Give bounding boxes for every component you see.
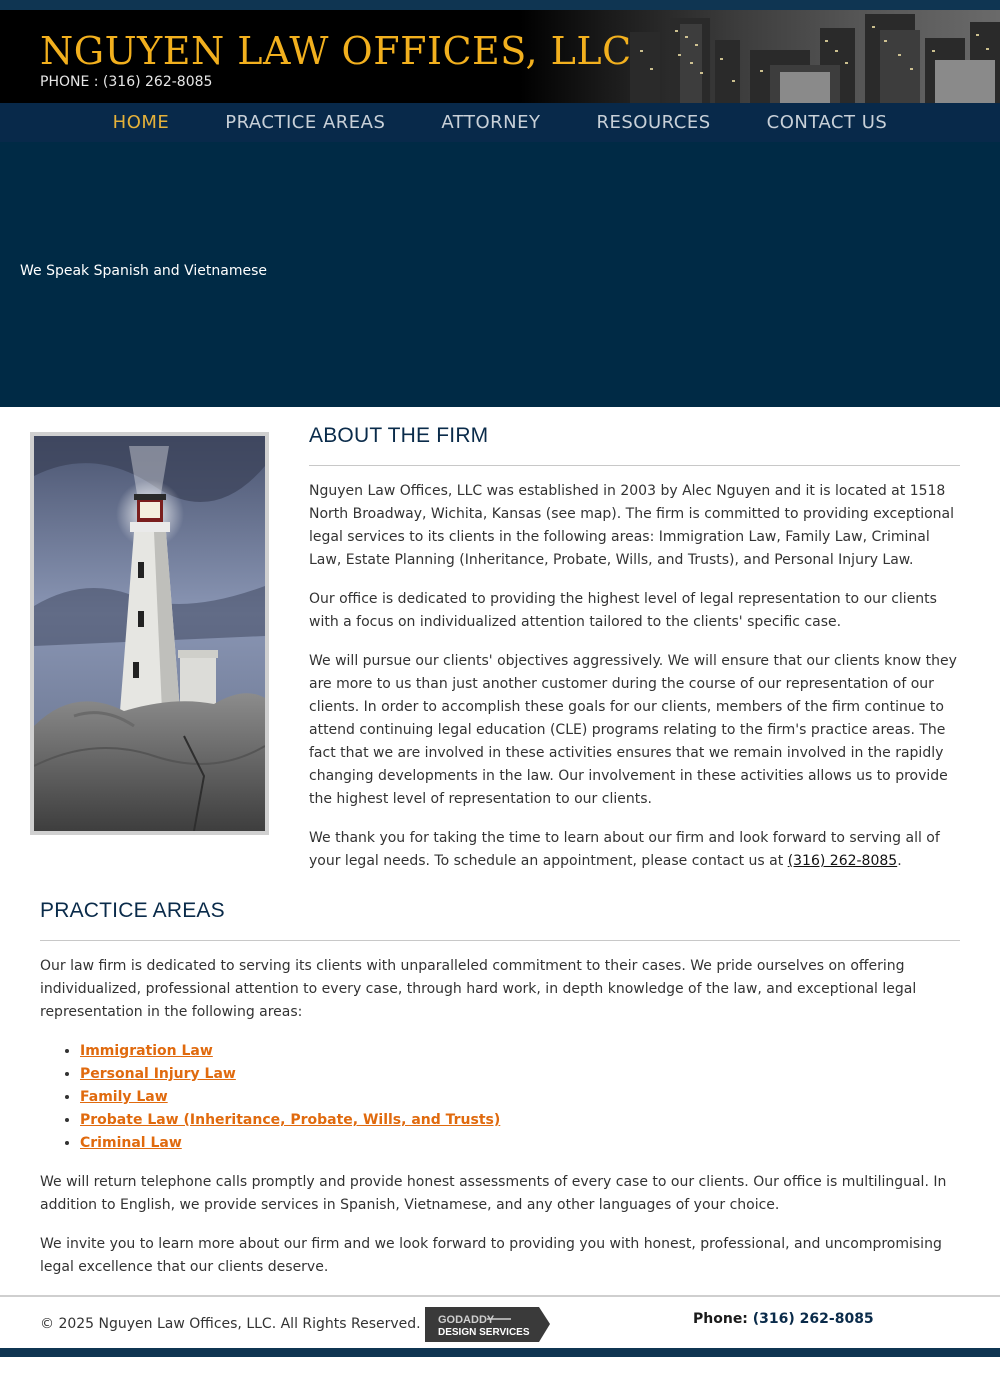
footer-phone-label: Phone:: [693, 1311, 753, 1327]
nav-item-resources[interactable]: RESOURCES: [596, 112, 711, 133]
practice-link-personal-injury[interactable]: Personal Injury Law: [80, 1066, 236, 1082]
site-header: [0, 10, 1000, 103]
contact-phone-link[interactable]: (316) 262-8085: [787, 853, 898, 869]
copyright-text: © 2025 Nguyen Law Offices, LLC. All Rights Reserved.: [40, 1316, 421, 1332]
site-title[interactable]: NGUYEN LAW OFFICES, LLC: [40, 29, 632, 73]
about-paragraph-1: Nguyen Law Offices, LLC was established in 2003 by Alec Nguyen and it is located at 1518 North Broadway, Wichita, Kansas (see map). The firm is committed to providing exceptional legal services to its clients in the following areas: Immigration Law, Family Law, Criminal Law, Estate Planning (Inheritance, Probate, Wills, and Trusts), and Personal Injury Law.: [309, 483, 955, 568]
about-content: [309, 422, 960, 889]
list-item: [80, 1040, 960, 1063]
site-footer: [0, 1295, 1000, 1348]
practice-link-probate[interactable]: Probate Law (Inheritance, Probate, Wills, and Trusts): [80, 1112, 501, 1128]
hero-banner: [0, 142, 1000, 407]
footer-phone: [693, 1308, 874, 1331]
badge-line-1: GODADDY: [438, 1314, 495, 1326]
practice-link-criminal[interactable]: Criminal Law: [80, 1135, 182, 1151]
about-paragraph-4-end: .: [897, 853, 902, 869]
footer-phone-number[interactable]: (316) 262-8085: [752, 1311, 874, 1327]
godaddy-badge[interactable]: [425, 1307, 550, 1342]
header-phone: PHONE : (316) 262-8085: [40, 74, 213, 90]
list-item: [80, 1132, 960, 1155]
practice-link-family[interactable]: Family Law: [80, 1089, 168, 1105]
lighthouse-image: [30, 432, 269, 835]
practice-link-immigration[interactable]: Immigration Law: [80, 1043, 213, 1059]
top-strip: [0, 0, 1000, 10]
hero-text: We Speak Spanish and Vietnamese: [20, 263, 268, 279]
practice-paragraph-2: We will return telephone calls promptly and provide honest assessments of every case to our clients. Our office is multilingual. In addition to English, we provide services in Spanish, Vietnamese, and any other languages of your choice.: [40, 1174, 947, 1213]
about-paragraph-2: Our office is dedicated to providing the highest level of legal representation to our clients with a focus on individualized attention tailored to the clients' specific case.: [309, 591, 937, 630]
list-item: [80, 1109, 960, 1132]
practice-paragraph-3: We invite you to learn more about our firm and we look forward to providing you with honest, professional, and uncompromising legal excellence that our clients deserve.: [40, 1236, 942, 1275]
list-item: [80, 1086, 960, 1109]
list-item: [80, 1063, 960, 1086]
practice-areas-list: [80, 1040, 960, 1155]
about-section: [0, 407, 1000, 897]
about-paragraph-4: [309, 827, 960, 873]
nav-item-practice-areas[interactable]: PRACTICE AREAS: [225, 112, 386, 133]
bottom-strip: [0, 1348, 1000, 1357]
practice-section: [0, 897, 1000, 1279]
about-heading: ABOUT THE FIRM: [309, 422, 960, 466]
nav-item-home[interactable]: HOME: [112, 112, 170, 133]
badge-line-2: DESIGN SERVICES: [438, 1327, 530, 1338]
practice-heading: PRACTICE AREAS: [40, 897, 960, 941]
practice-intro: Our law firm is dedicated to serving its clients with unparalleled commitment to their cases. We pride ourselves on offering individualized, professional attention to every case, through hard work, in depth knowledge of the law, and exceptional legal representation in the following areas:: [40, 958, 917, 1020]
nav-item-attorney[interactable]: ATTORNEY: [441, 112, 541, 133]
nav-item-contact-us[interactable]: CONTACT US: [766, 112, 888, 133]
about-paragraph-4-text: We thank you for taking the time to learn about our firm and look forward to serving all of your legal needs. To schedule an appointment, please contact us at: [309, 830, 940, 869]
about-paragraph-3: We will pursue our clients' objectives aggressively. We will ensure that our clients know they are more to us than just another customer during the course of our representation of our clients. In order to accomplish these goals for our clients, members of the firm continue to attend continuing legal education (CLE) programs relating to the firm's practice areas. The fact that we are involved in these activities ensures that we remain involved in the rapidly changing developments in the law. Our involvement in these activities allows us to provide the highest level of representation to our clients.: [309, 653, 957, 807]
main-nav: [0, 103, 1000, 142]
